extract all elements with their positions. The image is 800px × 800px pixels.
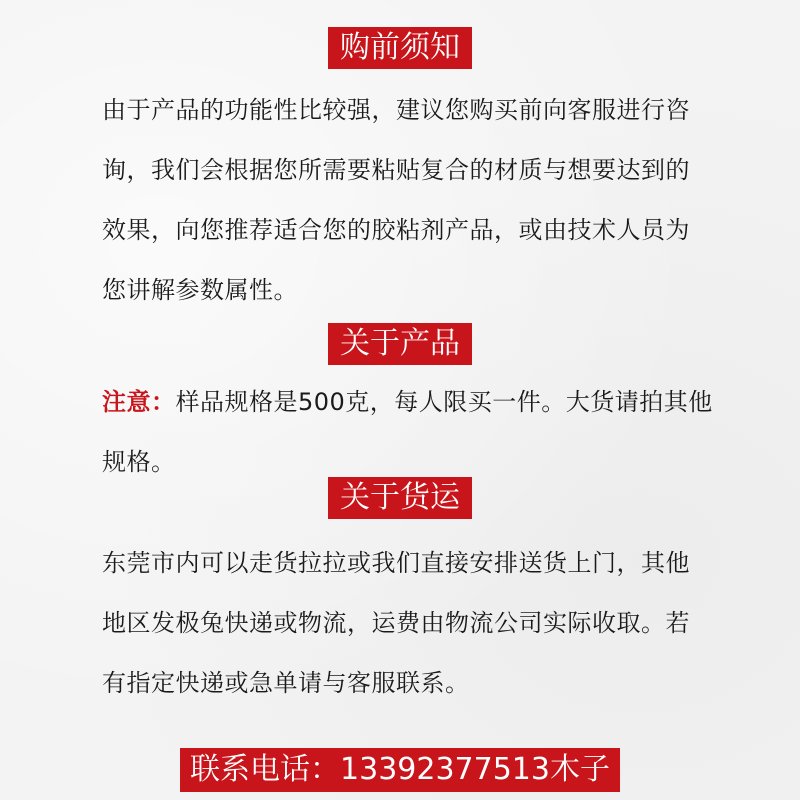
purchase-notice-line-1: 由于产品的功能性比较强，建议您购买前向客服进行咨 xyxy=(102,96,690,124)
about-product-title: 关于产品 xyxy=(328,323,472,365)
about-shipping-text xyxy=(102,533,702,713)
purchase-notice-line-4: 您讲解参数属性。 xyxy=(102,276,298,304)
about-product-line-1-rest: 样品规格是500克，每人限买一件。大货请拍其他 xyxy=(175,388,713,416)
about-shipping-line-3: 有指定快递或急单请与客服联系。 xyxy=(102,669,470,697)
purchase-notice-title: 购前须知 xyxy=(328,27,472,69)
about-shipping-title: 关于货运 xyxy=(328,477,472,519)
about-shipping-line-2: 地区发极兔快递或物流，运费由物流公司实际收取。若 xyxy=(102,609,690,637)
about-product-line-1 xyxy=(102,372,713,432)
purchase-notice-line-3: 效果，向您推荐适合您的胶粘剂产品，或由技术人员为 xyxy=(102,216,690,244)
about-product-text xyxy=(102,372,713,492)
purchase-notice-line-2: 询，我们会根据您所需要粘贴复合的材质与想要达到的 xyxy=(102,156,690,184)
about-shipping-line-1: 东莞市内可以走货拉拉或我们直接安排送货上门，其他 xyxy=(102,549,690,577)
note-label: 注意： xyxy=(102,388,176,416)
about-product-line-2: 规格。 xyxy=(102,448,176,476)
contact-phone-banner: 联系电话：13392377513木子 xyxy=(180,748,620,792)
purchase-notice-text xyxy=(102,80,702,320)
